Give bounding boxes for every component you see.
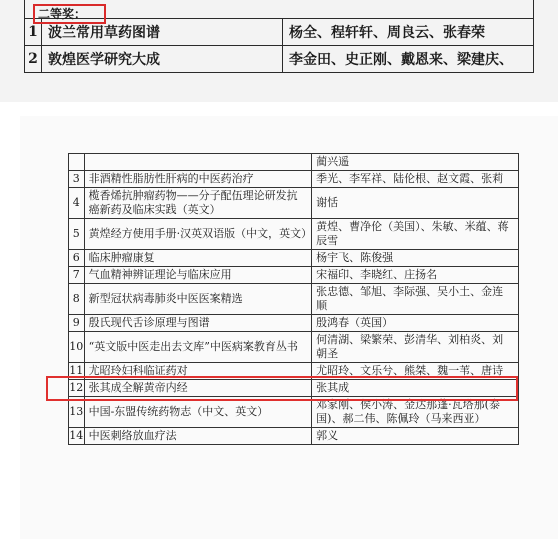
table-row xyxy=(69,171,519,188)
book-authors: 黄煌、曹净伦（美国）、朱敏、米蕴、蒋辰雪 xyxy=(312,219,519,250)
row-number: 3 xyxy=(69,171,85,188)
award-list-table xyxy=(68,153,519,445)
row-number: 7 xyxy=(69,267,85,284)
main-document-snippet xyxy=(20,116,558,539)
book-authors: 张其成 xyxy=(312,380,519,397)
book-title: 临床肿瘤康复 xyxy=(84,250,312,267)
book-title: 张其成全解黄帝内经 xyxy=(84,380,312,397)
table-row xyxy=(25,46,534,73)
book-authors: 张忠德、邹旭、李际强、吴小土、金连顺 xyxy=(312,284,519,315)
book-authors: 宋福印、李晓红、庄扬名 xyxy=(312,267,519,284)
book-authors: 李金田、史正刚、戴恩来、梁建庆、 xyxy=(283,46,534,73)
book-authors: 邓家刚、侯小涛、金达那蓬·瓦塔那(泰国)、郝二伟、陈佩玲（马来西亚） xyxy=(312,397,519,428)
book-authors: 谢恬 xyxy=(312,188,519,219)
book-title: 中国-东盟传统药物志（中文、英文） xyxy=(84,397,312,428)
book-title: 气血精神辨证理论与临床应用 xyxy=(84,267,312,284)
page-gap xyxy=(0,102,558,116)
book-title: 中医刺络放血疗法 xyxy=(84,428,312,445)
book-authors: 杨全、程轩轩、周良云、张春荣 xyxy=(283,19,534,46)
table-row xyxy=(69,332,519,363)
book-title: 榄香烯抗肿瘤药物——分子配伍理论研发抗癌新药及临床实践（英文） xyxy=(84,188,312,219)
book-authors: 季光、李军祥、陆伦根、赵文霞、张莉 xyxy=(312,171,519,188)
table-row xyxy=(69,284,519,315)
book-title: 新型冠状病毒肺炎中医医案精选 xyxy=(84,284,312,315)
book-authors: 蔺兴遥 xyxy=(312,154,519,171)
row-number: 1 xyxy=(25,19,42,46)
table-row xyxy=(69,428,519,445)
table-row xyxy=(69,219,519,250)
book-title: 波兰常用草药图谱 xyxy=(42,19,283,46)
row-number: 4 xyxy=(69,188,85,219)
row-number: 9 xyxy=(69,315,85,332)
row-number: 8 xyxy=(69,284,85,315)
book-title: 敦煌医学研究大成 xyxy=(42,46,283,73)
row-number: 13 xyxy=(69,397,85,428)
row-number: 10 xyxy=(69,332,85,363)
row-number: 5 xyxy=(69,219,85,250)
book-title: 非酒精性脂肪性肝病的中医药治疗 xyxy=(84,171,312,188)
top-document-snippet xyxy=(0,0,558,102)
book-title: 黄煌经方使用手册·汉英双语版（中文，英文） xyxy=(84,219,312,250)
book-authors: 杨宇飞、陈俊强 xyxy=(312,250,519,267)
book-authors: 殷鸿春（英国） xyxy=(312,315,519,332)
table-row xyxy=(69,188,519,219)
row-number: 6 xyxy=(69,250,85,267)
row-number: 2 xyxy=(25,46,42,73)
table-row xyxy=(69,267,519,284)
row-number: 14 xyxy=(69,428,85,445)
book-authors: 何清湖、梁繁荣、彭清华、刘柏炎、刘朝圣 xyxy=(312,332,519,363)
row-number: 12 xyxy=(69,380,85,397)
book-title: 殷氏现代舌诊原理与图谱 xyxy=(84,315,312,332)
table-row xyxy=(69,154,519,171)
table-row xyxy=(69,315,519,332)
row-number: 11 xyxy=(69,363,85,380)
table-row xyxy=(69,250,519,267)
award-level-label: 二等奖： xyxy=(33,4,106,24)
book-title: “英文版中医走出去文库”中医病案教育丛书 xyxy=(84,332,312,363)
table-row xyxy=(69,397,519,428)
book-authors: 尤昭玲、文乐兮、熊桀、魏一苇、唐诗 xyxy=(312,363,519,380)
highlight-box xyxy=(46,376,518,401)
book-authors: 郭义 xyxy=(312,428,519,445)
book-title: 尤昭玲妇科临证药对 xyxy=(84,363,312,380)
